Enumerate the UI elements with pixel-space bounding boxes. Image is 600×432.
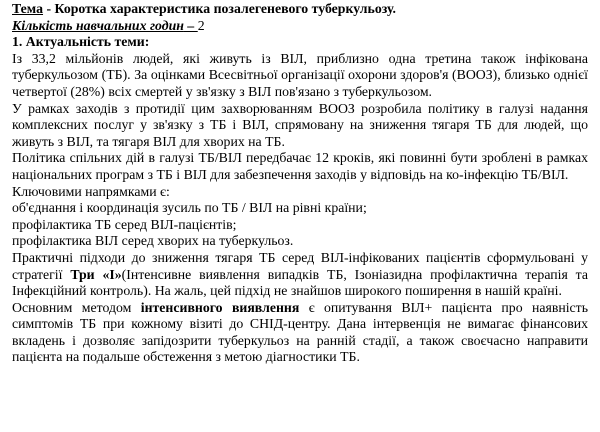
hours-label: Кількість навчальних годин (12, 17, 184, 33)
paragraph-4: Ключовими напрямками є: (12, 183, 170, 199)
hours-line (12, 18, 588, 35)
strategy-name: Три «І» (70, 266, 122, 282)
paragraph-3: Політика спільних дій в галузі ТБ/ВІЛ передбачає 12 кроків, які повинні бути зроблені в рамках національних програм з ТБ і ВІЛ для забезпечення заходів у відповідь на ко-інфекцію ТБ/ВІЛ. (12, 150, 588, 182)
topic-line (12, 1, 588, 18)
hours-separator: – (183, 17, 198, 33)
paragraph-6 (12, 300, 588, 366)
paragraph-1: Із 33,2 мільйонів людей, які живуть із ВІЛ, приблизно одна третина також інфікована туберкульозом (ТБ). За оцінками Всесвітньої організації охорони здоров'я (ВООЗ), близько однієї четвертої (28%) всіх смертей у зв'язку з ВІЛ пов'язано з туберкульозом. (12, 50, 588, 99)
paragraph-6-start: Основним методом (12, 299, 141, 315)
list-item-2: профілактика ТБ серед ВІЛ-пацієнтів; (12, 216, 237, 232)
paragraph-2: У рамках заходів з протидії цим захворюванням ВООЗ розробила політику в галузі надання комплексних послуг у зв'язку з ТБ і ВІЛ, спрямовану на зниження тягаря ТБ для людей, що живуть з ВІЛ, та тягаря ВІЛ для хворих на ТБ. (12, 100, 588, 149)
list-item-3: профілактика ВІЛ серед хворих на туберкульоз. (12, 233, 294, 249)
list-item-1: об'єднання і координація зусиль по ТБ / ВІЛ на рівні країни; (12, 200, 367, 216)
paragraph-5-start: Практичні підходи до зниження тягаря ТБ серед ВІЛ-інфікованих пацієнтів сформульовані у стратегії (12, 249, 588, 282)
section-title: 1. Актуальність теми: (12, 34, 150, 50)
paragraph-6-end: є опитування ВІЛ+ пацієнта про наявність симптомів ТБ при кожному візиті до СНІД-центру. Дана інтервенція не вимагає фінансових вкладень і дозволяє запідозрити туберкульоз на ранній стадії, а також своєчасно направити пацієнта на подальше обстеження з метою діагностики ТБ. (12, 299, 588, 365)
paragraph-5 (12, 250, 588, 300)
hours-value: 2 (197, 17, 205, 33)
paragraph-5-end: (Інтенсивне виявлення випадків ТБ, Ізоніазидна профілактична терапія та Інфекційний контроль). На жаль, цей підхід не знайшов широкого поширення в нашій країні. (12, 266, 589, 299)
topic-label: Тема (12, 1, 44, 16)
topic-text: - Коротка характеристика позалегеневого туберкульозу. (43, 1, 396, 16)
intensive-detection-term: інтенсивного виявлення (140, 299, 300, 315)
